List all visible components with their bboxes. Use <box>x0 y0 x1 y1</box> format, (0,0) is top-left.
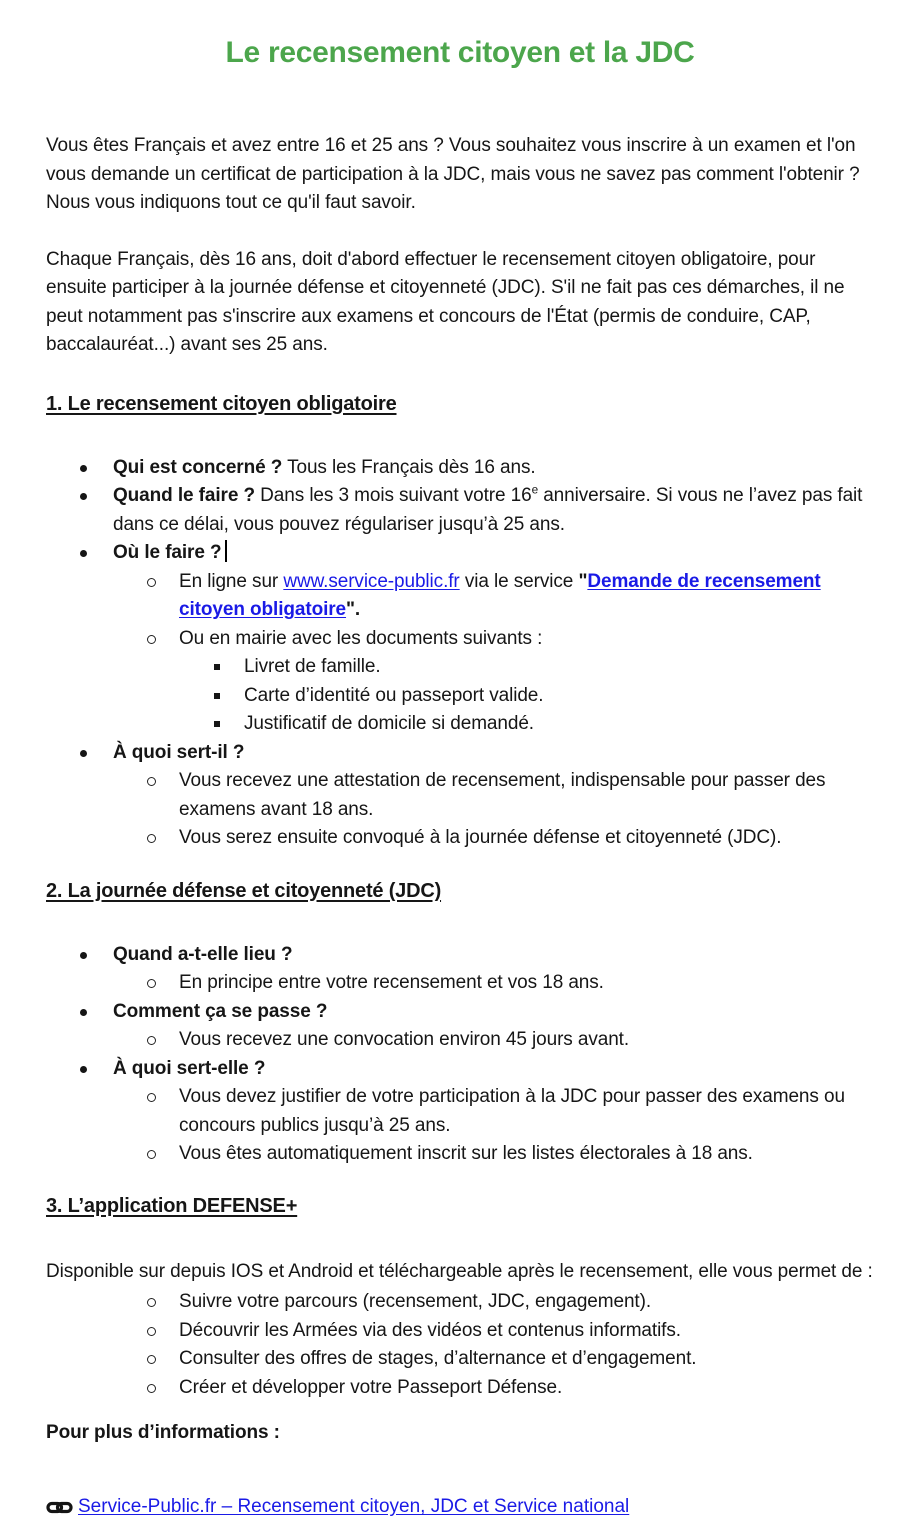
list-item-text <box>113 482 874 539</box>
list-item <box>46 1026 874 1055</box>
list-item-text <box>113 1055 874 1084</box>
bullet-circle-icon <box>146 1083 179 1140</box>
bullet-square-icon <box>213 653 244 682</box>
list-item <box>46 539 874 568</box>
footer-link-row <box>46 1496 874 1518</box>
list-item-text: Vous serez ensuite convoqué à la journée défense et citoyenneté (JDC). <box>179 827 782 848</box>
text-cursor <box>225 540 227 562</box>
list-item <box>46 1317 874 1346</box>
list-item-text: Vous devez justifier de votre participation à la JDC pour passer des examens ou concours publics jusqu’à 25 ans. <box>179 1086 845 1136</box>
ordinal-superscript: e <box>531 483 539 497</box>
section-3-heading: 3. L’application DEFENSE+ <box>46 1194 298 1217</box>
list-item <box>46 682 874 711</box>
list-item-text: Vous recevez une convocation environ 45 jours avant. <box>179 1029 630 1050</box>
bullet-circle-icon <box>146 625 179 654</box>
bullet-label: Comment ça se passe ? <box>113 1000 328 1022</box>
quote-mark: ". <box>346 599 361 620</box>
bullet-label: À quoi sert-elle ? <box>113 1057 266 1079</box>
bullet-circle-icon <box>146 1026 179 1055</box>
list-item <box>46 824 874 853</box>
list-item <box>46 969 874 998</box>
footer-service-public-link[interactable]: Service-Public.fr – Recensement citoyen, JDC et Service national <box>78 1496 630 1517</box>
list-item <box>46 998 874 1027</box>
list-item <box>46 710 874 739</box>
bullet-body: Tous les Français dès 16 ans. <box>282 456 536 478</box>
list-item-text <box>113 454 874 483</box>
list-item <box>46 653 874 682</box>
bullet-disc-icon <box>79 1055 113 1084</box>
list-item-text: En principe entre votre recensement et vos 18 ans. <box>179 972 604 993</box>
list-item <box>46 568 874 625</box>
bullet-body: Dans les 3 mois suivant votre 16 <box>255 485 532 506</box>
bullet-disc-icon <box>79 941 113 970</box>
bullet-label: À quoi sert-il ? <box>113 741 245 763</box>
bullet-circle-icon <box>146 969 179 998</box>
list-item <box>46 767 874 824</box>
list-item-text: Ou en mairie avec les documents suivants : <box>179 627 543 649</box>
list-item <box>46 1345 874 1374</box>
list-item-text <box>113 941 874 970</box>
bullet-disc-icon <box>79 454 113 483</box>
bullet-body: anniversaire. Si vous ne l’avez pas fait dans ce délai, vous pouvez régulariser jusqu’à 25 ans. <box>113 485 863 535</box>
bullet-label: Quand a-t-elle lieu ? <box>113 943 293 965</box>
section-2-list <box>46 941 874 1169</box>
bullet-circle-icon <box>146 1374 179 1403</box>
list-item <box>46 1374 874 1403</box>
list-item-text <box>179 568 874 625</box>
bullet-circle-icon <box>146 824 179 853</box>
bullet-circle-icon <box>146 568 179 625</box>
list-item-text: Livret de famille. <box>244 656 381 677</box>
bullet-disc-icon <box>79 482 113 539</box>
section-1-list <box>46 454 874 853</box>
section-3-intro: Disponible sur depuis IOS et Android et téléchargeable après le recensement, elle vous permet de : <box>46 1260 873 1282</box>
list-item <box>46 625 874 654</box>
list-item <box>46 1055 874 1084</box>
list-item <box>46 482 874 539</box>
list-item-text: Justificatif de domicile si demandé. <box>244 713 534 734</box>
bullet-disc-icon <box>79 739 113 768</box>
bullet-circle-icon <box>146 1317 179 1346</box>
bullet-body: via le service <box>459 570 579 592</box>
list-item-text <box>113 739 874 768</box>
bullet-disc-icon <box>79 998 113 1027</box>
bullet-body: En ligne sur <box>179 570 284 592</box>
list-item-text <box>113 539 874 568</box>
service-public-link[interactable]: www.service-public.fr <box>283 570 460 592</box>
bullet-label: Où le faire ? <box>113 542 222 563</box>
bullet-square-icon <box>213 710 244 739</box>
section-3-list <box>46 1288 874 1402</box>
list-item-text: Consulter des offres de stages, d’alternance et d’engagement. <box>179 1348 697 1369</box>
section-1-heading: 1. Le recensement citoyen obligatoire <box>46 392 397 415</box>
bullet-label: Quand le faire ? <box>113 485 255 506</box>
bullet-disc-icon <box>79 539 113 568</box>
bullet-circle-icon <box>146 1288 179 1317</box>
more-info-label: Pour plus d’informations : <box>46 1422 280 1443</box>
list-item <box>46 454 874 483</box>
list-item <box>46 941 874 970</box>
list-item-text: Vous recevez une attestation de recensement, indispensable pour passer des examens avant 18 ans. <box>179 770 826 820</box>
quote-mark: " <box>578 570 588 592</box>
chain-link-icon <box>46 1500 73 1515</box>
bullet-circle-icon <box>146 767 179 824</box>
list-item-text: Découvrir les Armées via des vidéos et contenus informatifs. <box>179 1319 681 1341</box>
bullet-square-icon <box>213 682 244 711</box>
bullet-label: Qui est concerné ? <box>113 456 283 478</box>
list-item <box>46 1288 874 1317</box>
section-2-heading: 2. La journée défense et citoyenneté (JDC) <box>46 879 442 902</box>
list-item-text: Suivre votre parcours (recensement, JDC, engagement). <box>179 1291 652 1312</box>
bullet-circle-icon <box>146 1345 179 1374</box>
list-item <box>46 1083 874 1140</box>
intro-paragraph-1: Vous êtes Français et avez entre 16 et 25 ans ? Vous souhaitez vous inscrire à un examen et l'on vous demande un certificat de participation à la JDC, mais vous ne savez pas comment l'obtenir ? Nous vous indiquons tout ce qu'il faut savoir. <box>46 135 860 213</box>
page-title: Le recensement citoyen et la JDC <box>225 36 695 69</box>
list-item-text: Vous êtes automatiquement inscrit sur les listes électorales à 18 ans. <box>179 1143 753 1164</box>
bullet-circle-icon <box>146 1140 179 1169</box>
list-item-text <box>113 998 874 1027</box>
demande-recensement-link[interactable]: Demande de recensement citoyen obligatoire <box>179 570 821 620</box>
list-item <box>46 1140 874 1169</box>
list-item-text: Carte d’identité ou passeport valide. <box>244 684 544 706</box>
list-item <box>46 739 874 768</box>
list-item-text: Créer et développer votre Passeport Défense. <box>179 1376 563 1398</box>
intro-paragraph-2: Chaque Français, dès 16 ans, doit d'abord effectuer le recensement citoyen obligatoire, pour ensuite participer à la journée défense et citoyenneté (JDC). S'il ne fait pas ces démarches, il ne peut notamment pas s'inscrire aux examens et concours de l'État (permis de conduire, CAP, baccalauréat...) avant ses 25 ans. <box>46 248 845 355</box>
